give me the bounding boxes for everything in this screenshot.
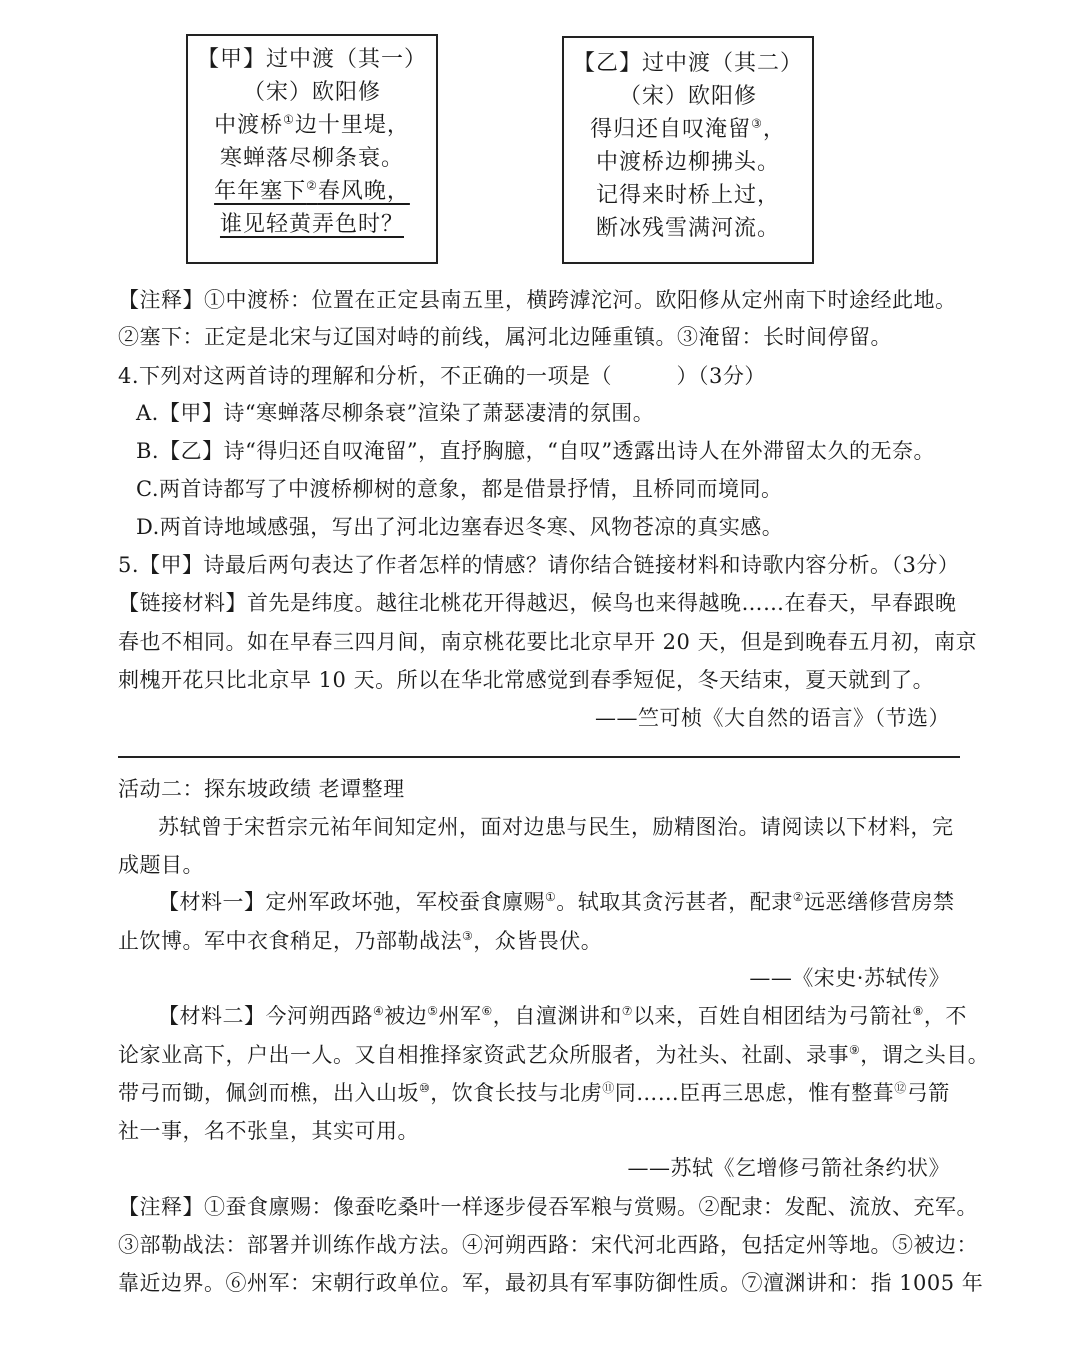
poem-a-line-3: 年年塞下②春风晚， xyxy=(214,178,410,204)
poem-b-box xyxy=(562,36,814,264)
poem-a-line-4: 谁见轻黄弄色时？ xyxy=(219,212,404,237)
activity-2-note-1: 【注释】①蚕食廪赐：像蚕吃桑叶一样逐步侵吞军粮与赏赐。②配隶：发配、流放、充军。 xyxy=(118,1195,978,1219)
poem-note-1: 【注释】①中渡桥：位置在正定县南五里，横跨滹沱河。欧阳修从定州南下时途经此地。 xyxy=(118,288,957,312)
poem-b-author: （宋）欧阳修 xyxy=(618,84,757,109)
poem-a-line-2: 寒蝉落尽柳条衰。 xyxy=(219,146,404,171)
question-4-option-c: C.两首诗都写了中渡桥柳树的意象，都是借景抒情，且桥同而境同。 xyxy=(136,477,783,501)
material-2-line-2: 论家业高下，户出一人。又自相推择家资武艺众所服者，为社头、社副、录事⑨，谓之头目。 xyxy=(118,1043,990,1067)
poem-b-line-4: 断冰残雪满河流。 xyxy=(595,216,780,241)
poem-a-box xyxy=(186,34,438,264)
poem-note-2: ②塞下：正定是北宋与辽国对峙的前线，属河北边陲重镇。③淹留：长时间停留。 xyxy=(118,325,892,349)
activity-2-heading: 活动二：探东坡政绩 老谭整理 xyxy=(118,777,405,801)
question-5-stem: 5.【甲】诗最后两句表达了作者怎样的情感？请你结合链接材料和诗歌内容分析。（3分） xyxy=(118,553,960,577)
material-1-line-1: 【材料一】定州军政坏弛，军校蚕食廪赐①。轼取其贪污甚者，配隶②远恶缮修营房禁 xyxy=(158,890,955,914)
link-material-line-3: 刺槐开花只比北京早 10 天。所以在华北常感觉到春季短促，冬天结束，夏天就到了。 xyxy=(118,668,935,692)
material-1-line-2: 止饮博。军中衣食稍足，乃部勒战法③，众皆畏伏。 xyxy=(118,929,603,953)
poem-a-title: 【甲】过中渡（其一） xyxy=(196,47,427,72)
material-2-line-4: 社一事，名不张皇，其实可用。 xyxy=(118,1119,419,1143)
material-2-line-3: 带弓而锄，佩剑而樵，出入山坂⑩，饮食长技与北虏⑪同……臣再三思虑，惟有整葺⑫弓箭 xyxy=(118,1081,950,1105)
section-divider xyxy=(118,756,960,758)
question-4-option-d: D.两首诗地域感强，写出了河北边塞春迟冬寒、风物苍凉的真实感。 xyxy=(136,515,784,539)
activity-2-intro-line-2: 成题目。 xyxy=(118,853,204,877)
poem-b-title: 【乙】过中渡（其二） xyxy=(572,51,803,76)
material-1-source: ——《宋史·苏轼传》 xyxy=(749,966,950,990)
material-2-source: ——苏轼《乞增修弓箭社条约状》 xyxy=(627,1156,950,1180)
poem-a-line-1: 中渡桥①边十里堤， xyxy=(214,112,410,138)
activity-2-note-3: 靠近边界。⑥州军：宋朝行政单位。军，最初具有军事防御性质。⑦澶渊讲和：指 1005 年 xyxy=(118,1271,984,1295)
poem-b-line-3: 记得来时桥上过， xyxy=(595,183,780,208)
poem-b-line-2: 中渡桥边柳拂头。 xyxy=(595,150,780,175)
activity-2-intro-line-1: 苏轼曾于宋哲宗元祐年间知定州，面对边患与民生，励精图治。请阅读以下材料，完 xyxy=(158,815,954,839)
activity-2-note-2: ③部勒战法：部署并训练作战方法。④河朔西路：宋代河北西路，包括定州等地。⑤被边： xyxy=(118,1233,978,1257)
poem-a-author: （宋）欧阳修 xyxy=(242,80,381,105)
link-material-line-1: 【链接材料】首先是纬度。越往北桃花开得越迟，候鸟也来得越晚……在春天，早春跟晚 xyxy=(118,591,957,615)
poem-b-line-1: 得归还自叹淹留③， xyxy=(590,116,786,142)
link-material-source: ——竺可桢《大自然的语言》（节选） xyxy=(595,706,950,730)
link-material-line-2: 春也不相同。如在早春三四月间，南京桃花要比北京早开 20 天，但是到晚春五月初，南京 xyxy=(118,630,978,654)
question-4-option-a: A.【甲】诗“寒蝉落尽柳条衰”渲染了萧瑟凄清的氛围。 xyxy=(136,401,655,425)
question-4-stem: 4.下列对这两首诗的理解和分析，不正确的一项是（ ）（3分） xyxy=(118,364,766,388)
material-2-line-1: 【材料二】今河朔西路④被边⑤州军⑥，自澶渊讲和⑦以来，百姓自相团结为弓箭社⑧，不 xyxy=(158,1004,967,1028)
question-4-option-b: B.【乙】诗“得归还自叹淹留”，直抒胸臆，“自叹”透露出诗人在外滞留太久的无奈。 xyxy=(136,439,936,463)
